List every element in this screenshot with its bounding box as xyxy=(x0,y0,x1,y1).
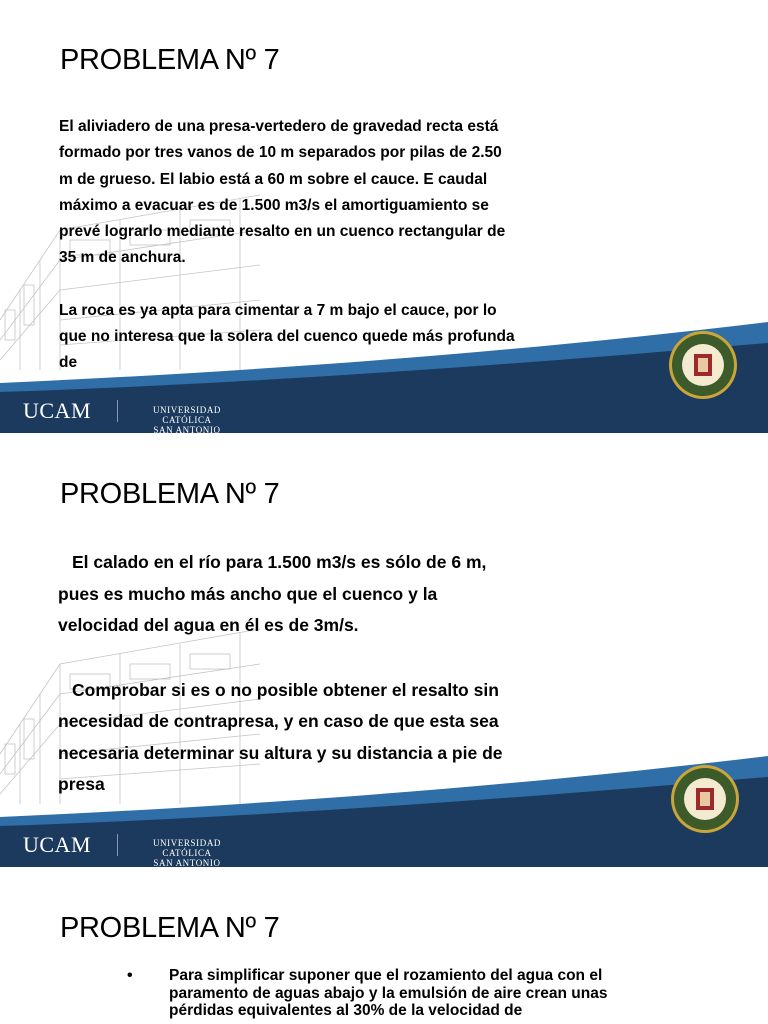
paragraph: Comprobar si es o no posible obtener el resalto sin necesidad de contrapresa, y en caso de que esta sea necesaria determinar su altura y su distancia a pie de presa xyxy=(58,679,503,794)
ucam-logo: UCAM xyxy=(23,398,92,423)
slide-1 xyxy=(0,0,768,433)
paragraph: La roca es ya apta para cimentar a 7 m bajo el cauce, por lo que no interesa que la solera del cuenco quede más profunda de xyxy=(59,301,515,372)
ucam-logo: UCAM xyxy=(23,832,92,857)
slide-title: PROBLEMA Nº 7 xyxy=(60,478,280,510)
university-seal-icon xyxy=(668,330,738,400)
university-name: UNIVERSIDAD CATÓLICA SAN ANTONIO xyxy=(152,405,222,433)
slide-title: PROBLEMA Nº 7 xyxy=(60,44,280,76)
paragraph: El aliviadero de una presa-vertedero de gravedad recta está formado por tres vanos de 10 m separados por pilas de 2.50 m de grueso. El labio está a 60 m sobre el cauce. E caudal máximo a evacuar es de 1.500 m3/s el amortiguamiento se prevé lograrlo mediante resalto en un cuenco rectangular de 35 m de anchura. xyxy=(59,118,506,267)
bullet-marker: • xyxy=(127,967,133,984)
list-item: Para simplificar suponer que el rozamiento del agua con el paramento de aguas abajo y la emulsión de aire crean unas pérdidas equivalentes al 30% de la velocidad de xyxy=(169,967,608,1019)
problem-conditions xyxy=(58,547,518,801)
problem-statement xyxy=(59,114,519,377)
footer-divider xyxy=(117,400,118,422)
footer-divider xyxy=(117,834,118,856)
slide-title: PROBLEMA Nº 7 xyxy=(60,912,280,944)
university-name: UNIVERSIDAD CATÓLICA SAN ANTONIO xyxy=(152,838,222,867)
university-seal-icon xyxy=(670,764,740,834)
paragraph: El calado en el río para 1.500 m3/s es sólo de 6 m, pues es mucho más ancho que el cuenco y la velocidad del agua en él es de 3m/s. xyxy=(58,552,487,635)
